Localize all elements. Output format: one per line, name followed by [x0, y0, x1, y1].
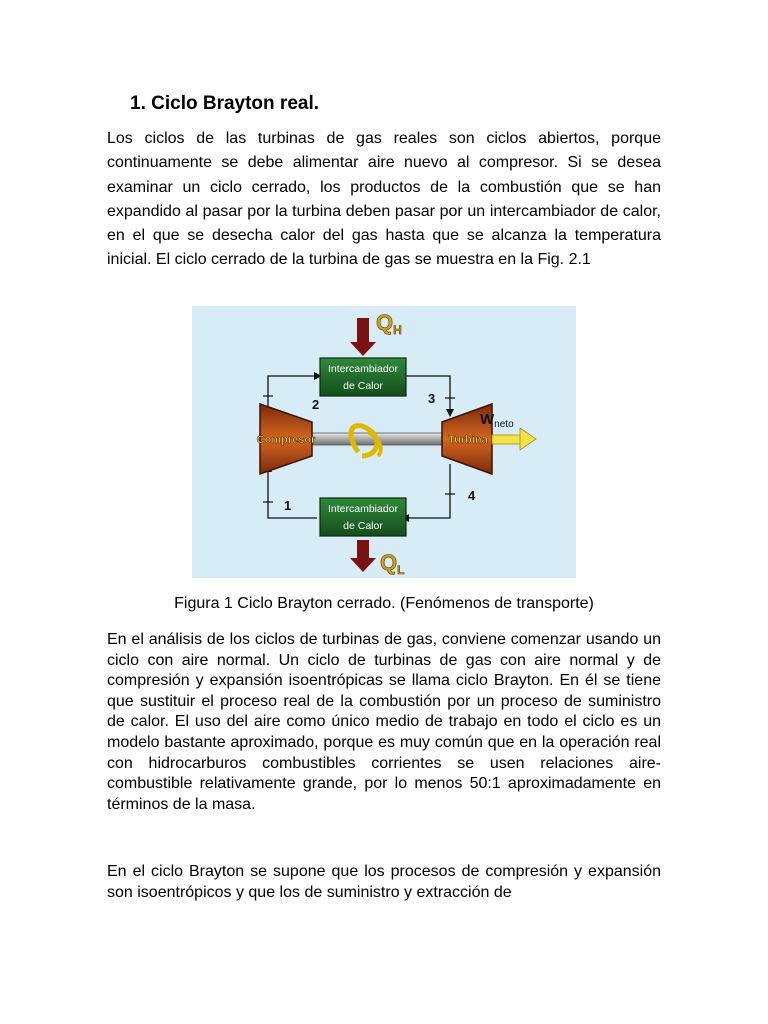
state-1-label: 1 — [284, 498, 292, 513]
state-3-label: 3 — [428, 391, 436, 406]
state-4-label: 4 — [468, 488, 476, 503]
hx-top-label-2: de Calor — [343, 380, 383, 392]
section-heading: 1. Ciclo Brayton real. — [130, 93, 320, 114]
figure-caption: Figura 1 Ciclo Brayton cerrado. (Fenómenos de transporte) — [174, 595, 594, 612]
wneto-label: $W_{neto}$ — [480, 411, 514, 430]
paragraph-intro: Los ciclos de las turbinas de gas reales son ciclos abiertos, porque continuamente se debe alimentar aire nuevo al compresor. Si se desea examinar un ciclo cerrado, los productos de la combustión que se han expandido al pasar por la turbina deben pasar por un intercambiador de calor, en el que se desecha calor del gas hasta que se alcanza la temperatura inicial. El ciclo cerrado de la turbina de gas se muestra en la Fig. 2.1 — [107, 130, 661, 269]
paragraph-brayton-analysis: En el análisis de los ciclos de turbinas de gas, conviene comenzar usando un ciclo con aire normal. Un ciclo de turbinas de gas con aire normal y de compresión y expansión isoentrópicas se llama ciclo Brayton. En él se tiene que sustituir el proceso real de la combustión por un proceso de suministro de calor. El uso del aire como único medio de trabajo en todo el ciclo es un modelo bastante aproximado, porque es muy común que en la operación real con hidrocarburos combustibles corrientes se usen relaciones aire-combustible relativamente grande, por lo menos 50:1 aproximadamente en términos de la masa. — [107, 631, 661, 813]
state-2-label: 2 — [312, 397, 320, 412]
brayton-cycle-figure — [192, 306, 576, 578]
heat-exchanger-top — [320, 358, 406, 396]
heat-exchanger-bottom — [320, 498, 406, 536]
qh-label: QH — [376, 310, 402, 337]
hx-bottom-label-2: de Calor — [343, 520, 383, 532]
paragraph-brayton-assumptions: En el ciclo Brayton se supone que los procesos de compresión y expansión son isoentrópicos y que los de suministro y extracción de — [107, 863, 661, 901]
turbine-label: Turbina — [448, 434, 488, 446]
hx-top-label-1: Intercambiador — [327, 363, 399, 375]
brayton-cycle-diagram — [192, 306, 576, 578]
hx-bottom-label-1: Intercambiador — [327, 503, 399, 515]
compressor-label: Compresor — [256, 434, 316, 446]
ql-label: QL — [380, 550, 405, 577]
